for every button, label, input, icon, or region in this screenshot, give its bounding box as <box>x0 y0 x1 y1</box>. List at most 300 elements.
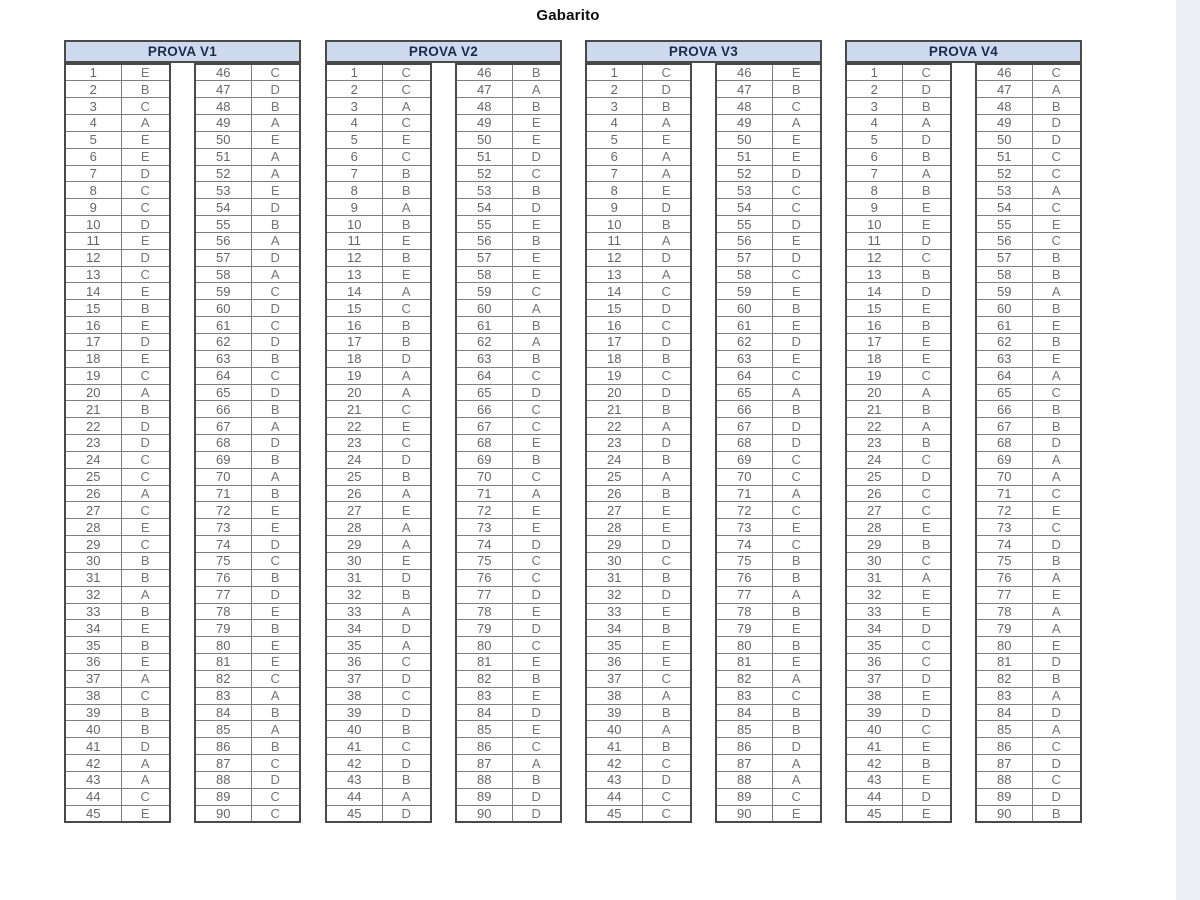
question-number-cell: 29 <box>586 536 642 553</box>
question-number-cell: 30 <box>326 552 382 569</box>
table-row <box>326 232 431 249</box>
question-number-cell: 29 <box>65 536 121 553</box>
question-number-cell: 45 <box>326 805 382 822</box>
answer-letter-cell: E <box>1032 216 1081 233</box>
answer-letter-cell: C <box>902 451 951 468</box>
question-number-cell: 29 <box>326 536 382 553</box>
question-number-cell: 4 <box>586 115 642 132</box>
question-number-cell: 68 <box>456 435 512 452</box>
question-number-cell: 19 <box>846 367 902 384</box>
table-row <box>976 148 1081 165</box>
answer-letter-cell: B <box>642 620 691 637</box>
table-row <box>976 317 1081 334</box>
table-row <box>586 502 691 519</box>
answer-letter-cell: D <box>1032 788 1081 805</box>
question-number-cell: 77 <box>456 586 512 603</box>
table-row <box>846 586 951 603</box>
table-row <box>456 401 561 418</box>
table-row <box>976 199 1081 216</box>
answer-letter-cell: C <box>772 468 821 485</box>
answer-letter-cell: C <box>772 367 821 384</box>
answer-letter-cell: C <box>121 536 170 553</box>
table-row <box>195 519 300 536</box>
answer-letter-cell: A <box>642 148 691 165</box>
question-number-cell: 49 <box>456 115 512 132</box>
answer-letter-cell: E <box>251 502 300 519</box>
table-row <box>976 435 1081 452</box>
answer-letter-cell: E <box>512 131 561 148</box>
question-number-cell: 14 <box>586 283 642 300</box>
question-number-cell: 31 <box>846 569 902 586</box>
table-row <box>586 788 691 805</box>
question-number-cell: 87 <box>195 755 251 772</box>
question-number-cell: 3 <box>846 98 902 115</box>
table-row <box>195 468 300 485</box>
table-row <box>976 182 1081 199</box>
answer-letter-cell: C <box>1032 384 1081 401</box>
table-row <box>456 451 561 468</box>
table-row <box>976 721 1081 738</box>
answer-letter-cell: A <box>902 165 951 182</box>
table-row <box>976 165 1081 182</box>
table-row <box>846 738 951 755</box>
table-row <box>716 654 821 671</box>
table-row <box>846 536 951 553</box>
answer-letter-cell: C <box>1032 199 1081 216</box>
question-number-cell: 31 <box>586 569 642 586</box>
answer-letter-cell: B <box>1032 670 1081 687</box>
question-number-cell: 26 <box>846 485 902 502</box>
answer-letter-cell: D <box>902 232 951 249</box>
question-number-cell: 48 <box>456 98 512 115</box>
table-row <box>846 165 951 182</box>
question-number-cell: 19 <box>65 367 121 384</box>
table-row <box>976 805 1081 822</box>
answer-letter-cell: D <box>382 670 431 687</box>
table-row <box>326 266 431 283</box>
table-row <box>456 485 561 502</box>
table-row <box>456 216 561 233</box>
question-number-cell: 65 <box>456 384 512 401</box>
table-row <box>846 418 951 435</box>
question-number-cell: 66 <box>976 401 1032 418</box>
question-number-cell: 47 <box>195 81 251 98</box>
answer-letter-cell: A <box>1032 721 1081 738</box>
question-number-cell: 61 <box>976 317 1032 334</box>
table-row <box>195 418 300 435</box>
answer-letter-cell: C <box>251 670 300 687</box>
question-number-cell: 44 <box>586 788 642 805</box>
table-row <box>586 738 691 755</box>
question-number-cell: 52 <box>976 165 1032 182</box>
table-row <box>195 704 300 721</box>
question-number-cell: 8 <box>326 182 382 199</box>
answer-letter-cell: D <box>642 771 691 788</box>
table-row <box>195 232 300 249</box>
answer-letter-cell: C <box>772 536 821 553</box>
table-row <box>65 687 170 704</box>
answer-letter-cell: B <box>902 266 951 283</box>
question-number-cell: 89 <box>195 788 251 805</box>
answer-letter-cell: B <box>382 721 431 738</box>
question-number-cell: 23 <box>326 435 382 452</box>
answer-letter-cell: A <box>382 283 431 300</box>
question-number-cell: 37 <box>65 670 121 687</box>
question-number-cell: 57 <box>716 249 772 266</box>
question-number-cell: 21 <box>65 401 121 418</box>
table-row <box>456 552 561 569</box>
table-row <box>846 64 951 81</box>
answer-letter-cell: B <box>902 536 951 553</box>
table-row <box>65 98 170 115</box>
question-number-cell: 34 <box>65 620 121 637</box>
question-number-cell: 1 <box>65 64 121 81</box>
answer-letter-cell: A <box>1032 468 1081 485</box>
question-number-cell: 20 <box>846 384 902 401</box>
answer-letter-cell: D <box>382 451 431 468</box>
answer-letter-cell: C <box>772 687 821 704</box>
table-row <box>195 687 300 704</box>
table-row <box>586 704 691 721</box>
question-number-cell: 84 <box>456 704 512 721</box>
answer-letter-cell: C <box>902 637 951 654</box>
question-number-cell: 90 <box>456 805 512 822</box>
question-number-cell: 26 <box>326 485 382 502</box>
answer-letter-cell: E <box>121 317 170 334</box>
question-number-cell: 21 <box>846 401 902 418</box>
table-row <box>195 738 300 755</box>
table-row <box>586 334 691 351</box>
answer-letter-cell: C <box>772 199 821 216</box>
question-number-cell: 35 <box>586 637 642 654</box>
answer-letter-cell: A <box>1032 283 1081 300</box>
answer-letter-cell: D <box>642 586 691 603</box>
question-number-cell: 41 <box>326 738 382 755</box>
table-row <box>65 64 170 81</box>
prova-v4-group <box>845 40 1082 823</box>
answer-letter-cell: E <box>902 199 951 216</box>
table-row <box>195 586 300 603</box>
answer-letter-cell: E <box>121 131 170 148</box>
table-row <box>326 519 431 536</box>
answer-letter-cell: A <box>772 384 821 401</box>
answer-letter-cell: B <box>121 704 170 721</box>
table-row <box>716 131 821 148</box>
answer-letter-cell: E <box>121 620 170 637</box>
question-number-cell: 13 <box>326 266 382 283</box>
question-number-cell: 43 <box>846 771 902 788</box>
question-number-cell: 51 <box>716 148 772 165</box>
question-number-cell: 25 <box>65 468 121 485</box>
prova-v3-header: PROVA V3 <box>585 40 822 63</box>
answer-letter-cell: A <box>1032 367 1081 384</box>
question-number-cell: 89 <box>456 788 512 805</box>
table-row <box>456 435 561 452</box>
answer-letter-cell: C <box>642 552 691 569</box>
question-number-cell: 34 <box>326 620 382 637</box>
question-number-cell: 53 <box>976 182 1032 199</box>
question-number-cell: 84 <box>976 704 1032 721</box>
table-row <box>195 485 300 502</box>
answer-letter-cell: E <box>902 350 951 367</box>
answer-letter-cell: A <box>772 485 821 502</box>
answer-letter-cell: A <box>382 485 431 502</box>
answer-letter-cell: E <box>382 552 431 569</box>
answer-letter-cell: B <box>121 81 170 98</box>
answer-letter-cell: A <box>772 670 821 687</box>
table-row <box>586 98 691 115</box>
table-row <box>456 384 561 401</box>
question-number-cell: 66 <box>716 401 772 418</box>
answer-letter-cell: D <box>382 620 431 637</box>
answer-letter-cell: E <box>121 232 170 249</box>
question-number-cell: 82 <box>195 670 251 687</box>
question-number-cell: 18 <box>65 350 121 367</box>
question-number-cell: 63 <box>456 350 512 367</box>
answer-letter-cell: C <box>382 654 431 671</box>
table-row <box>65 249 170 266</box>
table-row <box>586 687 691 704</box>
question-number-cell: 28 <box>65 519 121 536</box>
question-number-cell: 19 <box>586 367 642 384</box>
table-row <box>976 418 1081 435</box>
question-number-cell: 6 <box>846 148 902 165</box>
question-number-cell: 38 <box>586 687 642 704</box>
question-number-cell: 76 <box>456 569 512 586</box>
answer-letter-cell: C <box>512 468 561 485</box>
question-number-cell: 45 <box>65 805 121 822</box>
question-number-cell: 62 <box>456 334 512 351</box>
question-number-cell: 30 <box>586 552 642 569</box>
question-number-cell: 22 <box>846 418 902 435</box>
table-row <box>586 401 691 418</box>
answer-letter-cell: E <box>121 654 170 671</box>
question-number-cell: 58 <box>716 266 772 283</box>
table-row <box>456 232 561 249</box>
table-row <box>195 165 300 182</box>
table-row <box>456 182 561 199</box>
answer-letter-cell: C <box>642 788 691 805</box>
table-row <box>456 536 561 553</box>
answer-letter-cell: A <box>382 536 431 553</box>
answer-letter-cell: C <box>642 64 691 81</box>
table-row <box>846 131 951 148</box>
question-number-cell: 85 <box>456 721 512 738</box>
question-number-cell: 83 <box>195 687 251 704</box>
table-row <box>65 502 170 519</box>
answer-letter-cell: C <box>642 755 691 772</box>
answer-letter-cell: E <box>902 687 951 704</box>
answer-letter-cell: A <box>382 788 431 805</box>
answer-letter-cell: D <box>121 249 170 266</box>
table-row <box>976 468 1081 485</box>
table-row <box>65 266 170 283</box>
question-number-cell: 84 <box>195 704 251 721</box>
question-number-cell: 14 <box>326 283 382 300</box>
question-number-cell: 72 <box>195 502 251 519</box>
answer-letter-cell: A <box>642 232 691 249</box>
question-number-cell: 77 <box>195 586 251 603</box>
table-row <box>716 367 821 384</box>
question-number-cell: 48 <box>716 98 772 115</box>
answer-letter-cell: C <box>512 165 561 182</box>
answer-letter-cell: A <box>1032 687 1081 704</box>
answer-letter-cell: E <box>1032 317 1081 334</box>
table-row <box>326 283 431 300</box>
question-number-cell: 7 <box>326 165 382 182</box>
answer-letter-cell: C <box>121 451 170 468</box>
question-number-cell: 76 <box>976 569 1032 586</box>
question-number-cell: 75 <box>976 552 1032 569</box>
table-row <box>65 367 170 384</box>
answer-letter-cell: B <box>902 755 951 772</box>
question-number-cell: 69 <box>976 451 1032 468</box>
table-row <box>65 182 170 199</box>
table-row <box>326 654 431 671</box>
answer-letter-cell: B <box>382 334 431 351</box>
table-row <box>65 755 170 772</box>
answer-letter-cell: B <box>1032 300 1081 317</box>
table-row <box>586 283 691 300</box>
answer-letter-cell: B <box>902 148 951 165</box>
table-row <box>586 435 691 452</box>
table-row <box>976 266 1081 283</box>
table-row <box>65 586 170 603</box>
table-row <box>65 519 170 536</box>
answer-letter-cell: C <box>902 552 951 569</box>
question-number-cell: 70 <box>456 468 512 485</box>
question-number-cell: 38 <box>65 687 121 704</box>
table-row <box>586 468 691 485</box>
question-number-cell: 88 <box>195 771 251 788</box>
question-number-cell: 73 <box>456 519 512 536</box>
table-row <box>976 569 1081 586</box>
answer-letter-cell: E <box>382 232 431 249</box>
question-number-cell: 21 <box>586 401 642 418</box>
table-row <box>846 788 951 805</box>
answer-letter-cell: A <box>642 721 691 738</box>
answer-letter-cell: C <box>772 98 821 115</box>
question-number-cell: 2 <box>65 81 121 98</box>
answer-letter-cell: D <box>1032 704 1081 721</box>
table-row <box>65 283 170 300</box>
table-row <box>326 451 431 468</box>
question-number-cell: 10 <box>65 216 121 233</box>
question-number-cell: 79 <box>976 620 1032 637</box>
question-number-cell: 36 <box>846 654 902 671</box>
answer-letter-cell: C <box>251 283 300 300</box>
table-row <box>976 334 1081 351</box>
answer-letter-cell: A <box>512 334 561 351</box>
answer-letter-cell: E <box>1032 637 1081 654</box>
answer-letter-cell: C <box>512 418 561 435</box>
answer-letter-cell: C <box>902 721 951 738</box>
answer-letter-cell: A <box>251 721 300 738</box>
answer-letter-cell: D <box>382 569 431 586</box>
table-row <box>326 704 431 721</box>
question-number-cell: 6 <box>586 148 642 165</box>
answer-letter-cell: D <box>251 300 300 317</box>
question-number-cell: 78 <box>456 603 512 620</box>
table-row <box>326 384 431 401</box>
table-row <box>65 536 170 553</box>
table-row <box>326 249 431 266</box>
answer-letter-cell: E <box>512 654 561 671</box>
answer-letter-cell: E <box>121 148 170 165</box>
question-number-cell: 89 <box>976 788 1032 805</box>
answer-letter-cell: B <box>251 350 300 367</box>
table-row <box>65 350 170 367</box>
answer-letter-cell: B <box>642 704 691 721</box>
question-number-cell: 2 <box>326 81 382 98</box>
question-number-cell: 3 <box>326 98 382 115</box>
answer-letter-cell: C <box>121 266 170 283</box>
answer-letter-cell: A <box>382 603 431 620</box>
table-row <box>846 654 951 671</box>
question-number-cell: 35 <box>65 637 121 654</box>
question-number-cell: 65 <box>976 384 1032 401</box>
question-number-cell: 38 <box>326 687 382 704</box>
answer-letter-cell: E <box>902 216 951 233</box>
answer-letter-cell: A <box>642 687 691 704</box>
answer-letter-cell: D <box>382 755 431 772</box>
question-number-cell: 41 <box>586 738 642 755</box>
table-row <box>456 148 561 165</box>
answer-letter-cell: D <box>251 81 300 98</box>
table-row <box>65 300 170 317</box>
question-number-cell: 16 <box>586 317 642 334</box>
answer-letter-cell: C <box>382 401 431 418</box>
question-number-cell: 79 <box>716 620 772 637</box>
table-row <box>195 115 300 132</box>
table-row <box>326 131 431 148</box>
answer-letter-cell: A <box>1032 182 1081 199</box>
answer-letter-cell: E <box>642 502 691 519</box>
question-number-cell: 7 <box>65 165 121 182</box>
question-number-cell: 11 <box>586 232 642 249</box>
question-number-cell: 67 <box>976 418 1032 435</box>
answer-letter-cell: E <box>121 805 170 822</box>
question-number-cell: 71 <box>976 485 1032 502</box>
answer-letter-cell: E <box>121 283 170 300</box>
question-number-cell: 56 <box>976 232 1032 249</box>
question-number-cell: 59 <box>976 283 1032 300</box>
answer-letter-cell: E <box>772 519 821 536</box>
question-number-cell: 69 <box>195 451 251 468</box>
table-row <box>195 384 300 401</box>
question-number-cell: 53 <box>716 182 772 199</box>
question-number-cell: 90 <box>976 805 1032 822</box>
question-number-cell: 58 <box>195 266 251 283</box>
question-number-cell: 57 <box>195 249 251 266</box>
table-row <box>716 98 821 115</box>
table-row <box>326 569 431 586</box>
answer-letter-cell: C <box>772 451 821 468</box>
answer-letter-cell: B <box>382 249 431 266</box>
question-number-cell: 80 <box>716 637 772 654</box>
table-row <box>326 771 431 788</box>
question-number-cell: 74 <box>456 536 512 553</box>
question-number-cell: 68 <box>976 435 1032 452</box>
table-row <box>456 502 561 519</box>
table-row <box>65 216 170 233</box>
answer-letter-cell: B <box>121 637 170 654</box>
answer-letter-cell: A <box>902 418 951 435</box>
table-row <box>65 451 170 468</box>
answer-letter-cell: C <box>251 805 300 822</box>
answer-letter-cell: E <box>772 232 821 249</box>
question-number-cell: 50 <box>456 131 512 148</box>
